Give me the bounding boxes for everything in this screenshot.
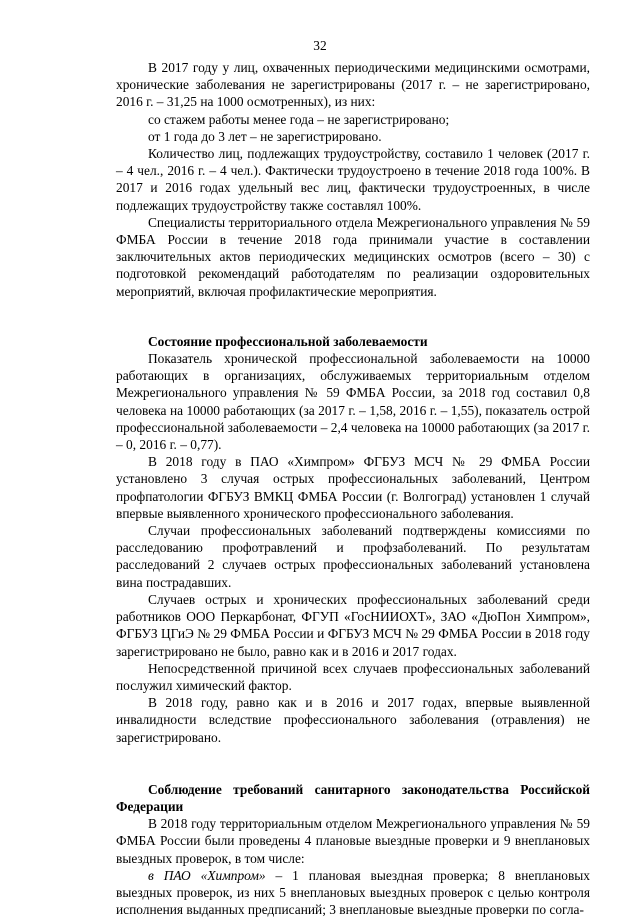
body-paragraph: В 2018 году, равно как и в 2016 и 2017 годах, впервые выявленной инвалидности вследствие профессионального заболевания (отравления) не зарегистрировано. — [116, 695, 590, 745]
body-paragraph: Показатель хронической профессиональной заболеваемости на 10000 работающих в организациях, обслуживаемых территориальным отделом Межрегионального управления № 59 ФМБА России, за 2018 год составил 0,8 человека на 10000 работающих (за 2017 г. – 1,58, 2016 г. – 1,55), показатель острой профессиональной заболеваемости – 2,4 человека на 10000 работающих (за 2017 г. – 0, 2016 г. – 0,77). — [116, 351, 590, 453]
list-item: от 1 года до 3 лет – не зарегистрировано. — [148, 128, 382, 144]
organization-name: в ПАО «Химпром» — [148, 867, 266, 883]
body-paragraph: В 2018 году в ПАО «Химпром» ФГБУЗ МСЧ № 29 ФМБА России установлено 3 случая острых профессиональных заболеваний, Центром профпатологии ФГБУЗ ВМКЦ ФМБА России (г. Волгоград) установлен 1 случай впервые выявленного хронического профессионального заболевания. — [116, 454, 590, 521]
section-heading-sanitary-compliance: Соблюдение требований санитарного законодательства Российской Федерации — [116, 781, 590, 814]
body-paragraph: В 2017 году у лиц, охваченных периодическими медицинскими осмотрами, хронические заболевания не зарегистрированы (2017 г. – не зарегистрировано, 2016 г. – 31,25 на 1000 осмотренных), из них: — [116, 60, 590, 110]
body-paragraph: Непосредственной причиной всех случаев профессиональных заболеваний послужил химический фактор. — [116, 660, 590, 693]
body-paragraph: В 2018 году территориальным отделом Межрегионального управления № 59 ФМБА России были проведены 4 плановые выездные проверки и 9 внеплановых выездных проверок, в том числе: — [116, 816, 590, 866]
section-heading-occupational-disease: Состояние профессиональной заболеваемости — [148, 333, 428, 349]
body-paragraph: Количество лиц, подлежащих трудоустройству, составило 1 человек (2017 г. – 4 чел., 2016 г. – 4 чел.). Фактически трудоустроено в течение 2018 года 100%. В 2017 и 2016 годах удельный вес лиц, фактически трудоустроенных, в числе подлежащих трудоустройству также составлял 100%. — [116, 146, 590, 213]
body-paragraph: Случаи профессиональных заболеваний подтверждены комиссиями по расследованию профотравлений и профзаболеваний. По результатам расследований 2 случаев острых профессиональных заболеваний установлена вина пострадавших. — [116, 523, 590, 590]
body-paragraph — [116, 867, 590, 918]
page-content — [116, 59, 590, 918]
section-gap — [116, 746, 590, 781]
body-paragraph: Случаев острых и хронических профессиональных заболеваний среди работников ООО Перкарбонат, ФГУП «ГосНИИОХТ», ЗАО «ДюПон Химпром», ФГБУЗ ЦГиЭ № 29 ФМБА России и ФГБУЗ МСЧ № 29 ФМБА России в 2018 году зарегистрировано не было, равно как и в 2016 и 2017 годах. — [116, 591, 590, 659]
page-number: 32 — [313, 38, 327, 53]
body-paragraph: Специалисты территориального отдела Межрегионального управления № 59 ФМБА России в течение 2018 года принимали участие в составлении заключительных актов периодических медицинских осмотров (всего – 30) с подготовкой рекомендаций работодателям по реализации оздоровительных мероприятий, включая профилактические мероприятия. — [116, 214, 590, 299]
section-gap — [116, 300, 590, 333]
paragraph-text: – 1 плановая выездная проверка; 8 внеплановых выездных проверок, из них 5 внеплановых выездных проверок с целью контроля исполнения выданных предписаний; 3 внеплановые выездные проверки по согла- — [116, 867, 590, 918]
list-item: со стажем работы менее года – не зарегистрировано; — [148, 111, 450, 127]
